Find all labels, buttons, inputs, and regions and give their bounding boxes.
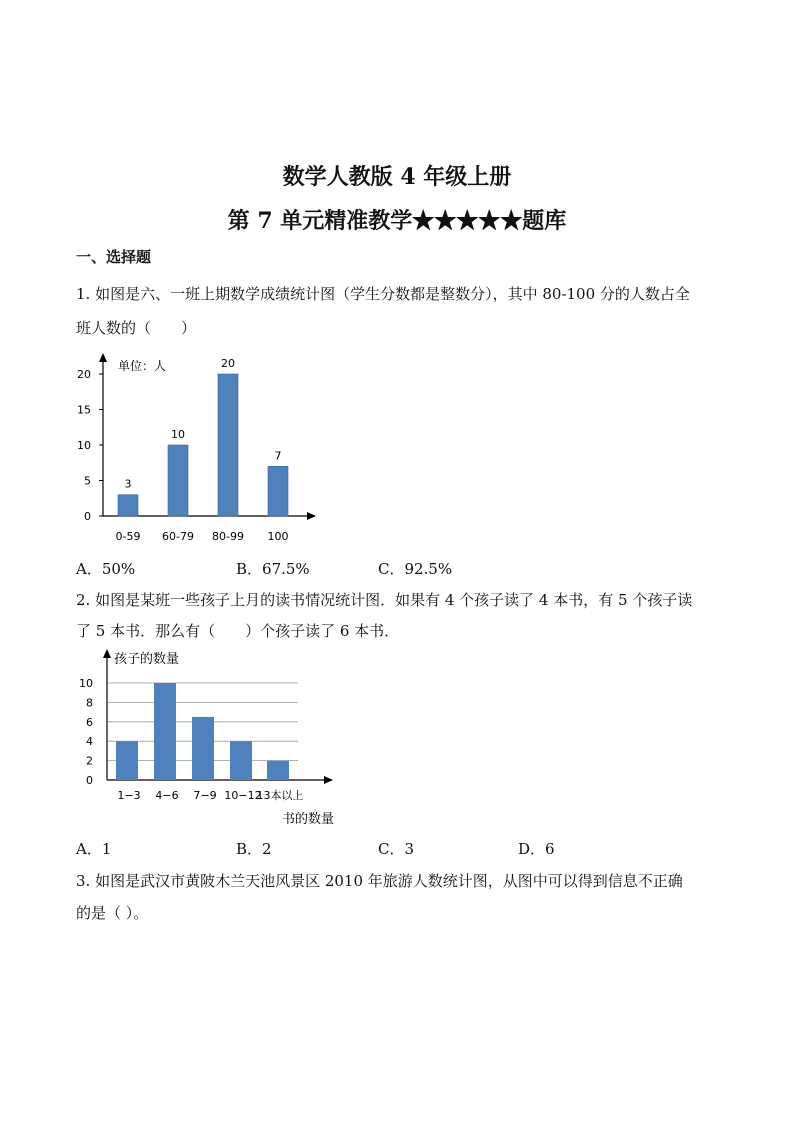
y-tick-label: 0	[84, 510, 91, 523]
x-tick-label: 1−3	[117, 789, 141, 802]
x-tick-label: 100	[267, 530, 289, 543]
q1-option-b: B．67.5%	[236, 560, 310, 578]
q1-option-a: A．50%	[76, 560, 136, 578]
x-tick-label: 4−6	[155, 789, 179, 802]
x-tick-label: 0-59	[115, 530, 141, 543]
y-tick-label: 8	[86, 696, 93, 710]
bar	[218, 374, 238, 516]
q2-option-a: A．1	[76, 840, 112, 858]
bar	[192, 717, 214, 780]
x-axis-arrow	[307, 512, 316, 520]
bar-value-label: 7	[274, 449, 282, 463]
y-tick-label: 10	[77, 439, 91, 452]
bar	[267, 761, 289, 780]
bar-value-label: 3	[124, 477, 132, 491]
bar	[230, 741, 252, 780]
y-tick-label: 20	[77, 368, 91, 381]
q1-text-line2: 班人数的（ ）	[76, 319, 197, 337]
q2-option-b: B．2	[236, 840, 272, 858]
page-title-line2: 第 7 单元精准教学★★★★★题库	[227, 208, 567, 234]
y-tick-label: 4	[86, 735, 93, 749]
bar-value-label: 10	[171, 428, 185, 441]
q2-option-c: C．3	[378, 840, 415, 858]
q3-text-line2: 的是（ ）。	[76, 904, 149, 922]
x-tick-label: 7−9	[193, 789, 217, 802]
q1-text-line1: 1. 如图是六、一班上期数学成绩统计图（学生分数都是整数分），其中 80-100 分的人数占全	[76, 285, 690, 303]
bar-value-label: 20	[221, 357, 235, 370]
x-tick-label: 10−12	[224, 789, 262, 802]
x-tick-label: 13本以上	[256, 789, 304, 802]
y-axis-title: 孩子的数量	[114, 652, 180, 667]
q1-option-c: C．92.5%	[378, 560, 453, 578]
x-tick-label: 60-79	[162, 530, 194, 543]
y-tick-label: 6	[86, 715, 93, 729]
q2-text-line1: 2. 如图是某班一些孩子上月的读书情况统计图．如果有 4 个孩子读了 4 本书，有 5 个孩子读	[76, 591, 693, 609]
y-tick-label: 15	[77, 403, 91, 417]
y-axis-arrow	[99, 353, 107, 362]
chart-score-distribution	[70, 350, 340, 550]
x-axis-arrow	[324, 776, 333, 784]
chart-reading-distribution	[70, 644, 360, 834]
page-title-line1: 数学人教版 4 年级上册	[282, 164, 512, 190]
x-axis-title: 书的数量	[281, 812, 335, 827]
bar	[154, 683, 176, 780]
x-tick-label: 80-99	[212, 530, 244, 543]
q2-text-line2: 了 5 本书．那么有（ ）个孩子读了 6 本书．	[76, 622, 400, 640]
bar	[118, 495, 138, 516]
q3-text-line1: 3. 如图是武汉市黄陂木兰天池风景区 2010 年旅游人数统计图，从图中可以得到信息不正确	[76, 872, 683, 890]
bar	[268, 466, 288, 516]
y-tick-label: 5	[84, 474, 91, 488]
section-heading: 一、选择题	[76, 248, 152, 266]
unit-label: 单位：人	[118, 359, 167, 373]
bar	[116, 741, 138, 780]
bar	[168, 445, 188, 516]
y-tick-label: 0	[86, 774, 93, 787]
y-tick-label: 2	[86, 754, 93, 768]
q2-option-d: D．6	[518, 840, 555, 858]
y-tick-label: 10	[79, 677, 93, 690]
y-axis-arrow	[103, 649, 111, 658]
